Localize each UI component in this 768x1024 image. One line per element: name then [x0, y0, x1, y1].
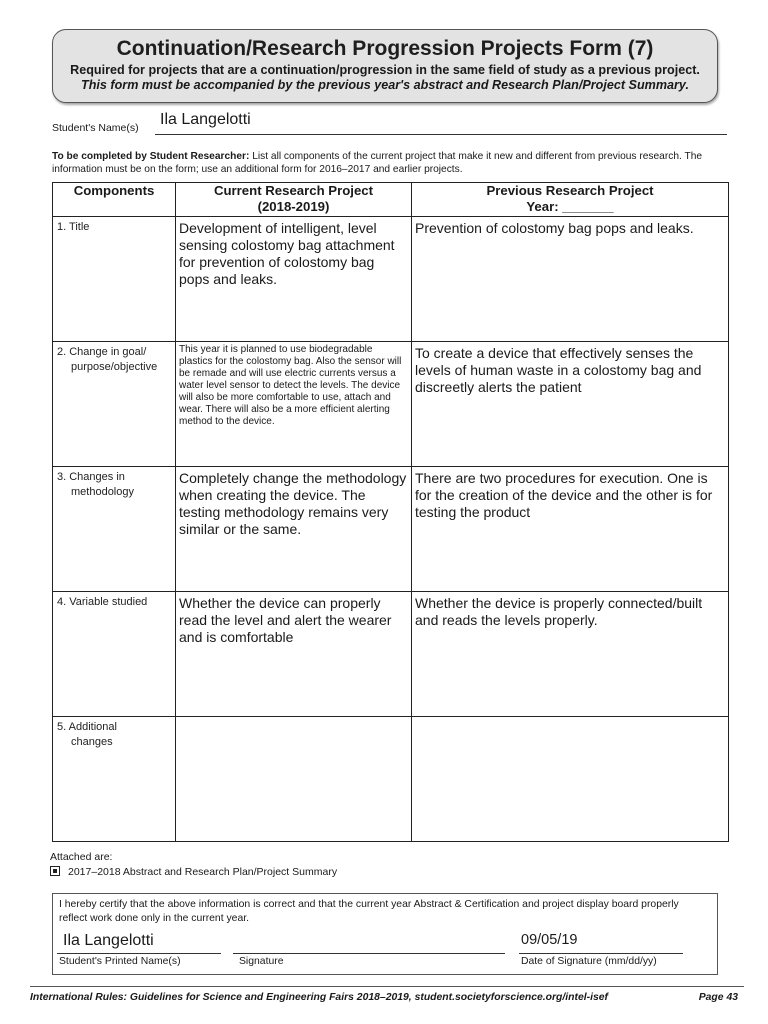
student-name-field[interactable]: Ila Langelotti — [160, 111, 251, 128]
table-row-variable — [53, 592, 729, 717]
footer-rule — [30, 986, 744, 987]
components-table — [52, 182, 729, 842]
instructions-lead: To be completed by Student Researcher: — [52, 151, 250, 162]
student-name-label: Student's Name(s) — [52, 122, 139, 134]
student-name-underline — [155, 134, 727, 135]
date-label: Date of Signature (mm/dd/yy) — [521, 956, 657, 967]
attachment-checkbox[interactable] — [50, 866, 60, 876]
signature-label: Signature — [239, 956, 284, 967]
attachment-item — [50, 865, 337, 879]
printed-name-label: Student's Printed Name(s) — [59, 956, 181, 967]
current-methodology-cell[interactable]: Completely change the methodology when creating the device. The testing methodology remains very similar or the same. — [176, 467, 412, 592]
table-row-additional — [53, 717, 729, 842]
form-subtitle: Required for projects that are a continuation/progression in the same field of study as a previous project. — [70, 63, 700, 77]
previous-variable-cell[interactable]: Whether the device is properly connected/built and reads the levels properly. — [412, 592, 729, 717]
certification-box — [52, 893, 718, 975]
attachments-label: Attached are: — [50, 851, 113, 863]
instructions-text: List all components of the current project that make it new and different from previous research. The information must be on the form; use an additional form for 2016–2017 and earlier projects. — [52, 151, 703, 175]
footer-citation: International Rules: Guidelines for Science and Engineering Fairs 2018–2019, student.societyforscience.org/intel-isef — [30, 992, 609, 1003]
table-row-goal — [53, 342, 729, 467]
table-row-title — [53, 217, 729, 342]
date-line — [519, 953, 683, 954]
signature-line — [233, 953, 505, 954]
page-number: Page 43 — [698, 992, 738, 1003]
form-note: This form must be accompanied by the previous year's abstract and Research Plan/Project Summary. — [81, 78, 689, 92]
current-goal-cell[interactable]: This year it is planned to use biodegradable plastics for the colostomy bag. Also the sensor will be remade and will use electric currents versus a water level sensor to detect the levels. The device will also be more comfortable to use, attach and wear. There will also be a more efficient alerting method to the device. — [176, 342, 412, 467]
row-label: 1. Title — [53, 217, 176, 342]
form-title: Continuation/Research Progression Projects Form (7) — [116, 37, 654, 60]
header-previous-project: Previous Research Project Year: _______ — [412, 183, 729, 217]
header-current-project: Current Research Project (2018-2019) — [176, 183, 412, 217]
attachment-item-text: 2017–2018 Abstract and Research Plan/Project Summary — [68, 866, 338, 878]
table-row-methodology — [53, 467, 729, 592]
current-variable-cell[interactable]: Whether the device can properly read the level and alert the wearer and is comfortable — [176, 592, 412, 717]
previous-methodology-cell[interactable]: There are two procedures for execution. One is for the creation of the device and the other is for testing the product — [412, 467, 729, 592]
table-header-row — [53, 183, 729, 217]
header-components: Components — [53, 183, 176, 217]
form-header — [52, 29, 718, 103]
row-label: 4. Variable studied — [53, 592, 176, 717]
row-label: 5. Additional changes — [53, 717, 176, 842]
row-label: 2. Change in goal/ purpose/objective — [53, 342, 176, 467]
attachments-section — [50, 850, 337, 879]
instructions — [52, 150, 722, 176]
previous-additional-cell[interactable] — [412, 717, 729, 842]
previous-title-cell[interactable]: Prevention of colostomy bag pops and leaks. — [412, 217, 729, 342]
current-additional-cell[interactable] — [176, 717, 412, 842]
certification-text: I hereby certify that the above information is correct and that the current year Abstract & Certification and project display board properly reflect work done only in the current year. — [59, 899, 679, 924]
printed-name-line — [57, 953, 221, 954]
printed-name-field[interactable]: Ila Langelotti — [63, 932, 154, 949]
signature-date-field[interactable]: 09/05/19 — [521, 932, 578, 948]
row-label: 3. Changes in methodology — [53, 467, 176, 592]
current-title-cell[interactable]: Development of intelligent, level sensing colostomy bag attachment for prevention of colostomy bag pops and leaks. — [176, 217, 412, 342]
previous-goal-cell[interactable]: To create a device that effectively senses the levels of human waste in a colostomy bag and discreetly alerts the patient — [412, 342, 729, 467]
